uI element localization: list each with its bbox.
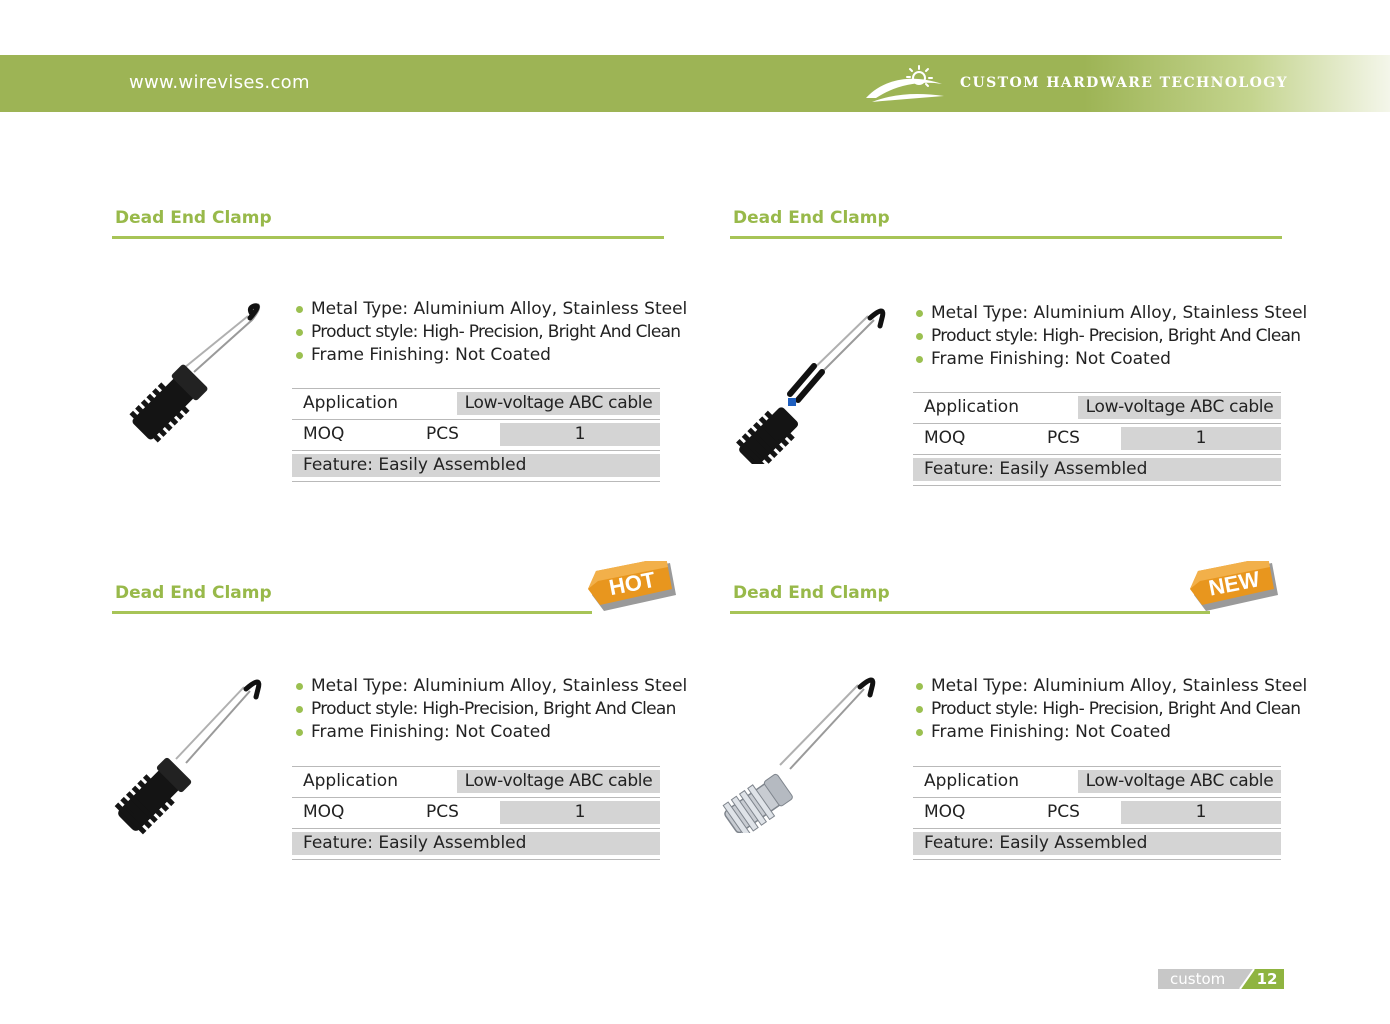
feature-list	[914, 675, 1307, 744]
new-badge	[1186, 561, 1278, 621]
title-divider	[112, 236, 664, 239]
title-divider	[730, 611, 1210, 614]
feature-list	[294, 298, 687, 367]
brand-logo-icon	[864, 64, 946, 104]
badge-label: HOT	[606, 566, 658, 601]
spec-row-application	[913, 392, 1281, 423]
application-label: Application	[303, 393, 398, 413]
bullet-icon	[916, 356, 923, 363]
application-label: Application	[924, 771, 1019, 791]
feature-text: Feature: Easily Assembled	[292, 454, 660, 477]
card-title: Dead End Clamp	[733, 583, 890, 603]
page-number-tag	[1158, 969, 1284, 989]
application-label: Application	[924, 397, 1019, 417]
moq-value: 1	[1121, 801, 1281, 824]
spec-row-feature	[292, 450, 660, 482]
spec-row-moq	[292, 419, 660, 450]
moq-unit: PCS	[426, 424, 459, 444]
card-title: Dead End Clamp	[115, 208, 272, 228]
page-tag-word: custom	[1170, 970, 1226, 988]
product-card-4	[730, 566, 1310, 873]
moq-unit: PCS	[426, 802, 459, 822]
moq-value: 1	[1121, 427, 1281, 450]
feature-item: Frame Finishing: Not Coated	[294, 344, 687, 367]
page-number: 12	[1256, 970, 1278, 988]
spec-row-application	[292, 766, 660, 797]
header-band	[0, 55, 1390, 112]
title-divider	[730, 236, 1282, 239]
product-card-1	[112, 208, 692, 498]
hot-badge	[584, 561, 676, 621]
feature-text: Feature: Easily Assembled	[913, 832, 1281, 855]
feature-list	[294, 675, 687, 744]
moq-value: 1	[500, 801, 660, 824]
spec-row-feature	[913, 828, 1281, 860]
bullet-icon	[916, 310, 923, 317]
feature-item: Metal Type: Aluminium Alloy, Stainless Steel	[294, 675, 687, 698]
application-value: Low-voltage ABC cable	[1078, 770, 1281, 793]
moq-value: 1	[500, 423, 660, 446]
bullet-icon	[916, 333, 923, 340]
feature-text: Feature: Easily Assembled	[292, 832, 660, 855]
moq-unit: PCS	[1047, 802, 1080, 822]
spec-row-application	[913, 766, 1281, 797]
spec-row-feature	[292, 828, 660, 860]
spec-table	[292, 388, 660, 482]
spec-row-feature	[913, 454, 1281, 486]
feature-item: Product style: High-Precision, Bright And Clean	[294, 698, 687, 721]
feature-item: Metal Type: Aluminium Alloy, Stainless Steel	[914, 675, 1307, 698]
bullet-icon	[296, 352, 303, 359]
bullet-icon	[296, 706, 303, 713]
product-card-2	[730, 208, 1310, 498]
bullet-icon	[296, 729, 303, 736]
feature-item: Frame Finishing: Not Coated	[294, 721, 687, 744]
dead-end-clamp-image	[720, 673, 880, 833]
feature-item: Frame Finishing: Not Coated	[914, 348, 1307, 371]
title-divider	[112, 611, 592, 614]
spec-row-moq	[913, 797, 1281, 828]
moq-label: MOQ	[924, 428, 966, 448]
site-url[interactable]: www.wirevises.com	[129, 72, 310, 93]
application-value: Low-voltage ABC cable	[457, 770, 660, 793]
feature-item: Metal Type: Aluminium Alloy, Stainless Steel	[294, 298, 687, 321]
feature-item: Product style: High- Precision, Bright And Clean	[294, 321, 687, 344]
spec-row-moq	[913, 423, 1281, 454]
dead-end-clamp-image	[730, 304, 890, 464]
bullet-icon	[296, 306, 303, 313]
bullet-icon	[296, 683, 303, 690]
moq-label: MOQ	[303, 424, 345, 444]
application-value: Low-voltage ABC cable	[457, 392, 660, 415]
spec-table	[913, 766, 1281, 860]
moq-unit: PCS	[1047, 428, 1080, 448]
card-title: Dead End Clamp	[733, 208, 890, 228]
bullet-icon	[296, 329, 303, 336]
feature-item: Product style: High- Precision, Bright And Clean	[914, 325, 1307, 348]
bullet-icon	[916, 706, 923, 713]
bullet-icon	[916, 683, 923, 690]
feature-list	[914, 302, 1307, 371]
moq-label: MOQ	[303, 802, 345, 822]
spec-table	[292, 766, 660, 860]
dead-end-clamp-image	[112, 300, 272, 460]
badge-label: NEW	[1206, 566, 1262, 601]
feature-text: Feature: Easily Assembled	[913, 458, 1281, 481]
brand-tagline: CUSTOM HARDWARE TECHNOLOGY	[960, 75, 1289, 91]
feature-item: Product style: High- Precision, Bright And Clean	[914, 698, 1307, 721]
spec-table	[913, 392, 1281, 486]
card-title: Dead End Clamp	[115, 583, 272, 603]
spec-row-application	[292, 388, 660, 419]
moq-label: MOQ	[924, 802, 966, 822]
dead-end-clamp-image	[106, 675, 266, 835]
feature-item: Frame Finishing: Not Coated	[914, 721, 1307, 744]
bullet-icon	[916, 729, 923, 736]
product-card-3	[112, 566, 692, 873]
spec-row-moq	[292, 797, 660, 828]
feature-item: Metal Type: Aluminium Alloy, Stainless Steel	[914, 302, 1307, 325]
application-value: Low-voltage ABC cable	[1078, 396, 1281, 419]
application-label: Application	[303, 771, 398, 791]
